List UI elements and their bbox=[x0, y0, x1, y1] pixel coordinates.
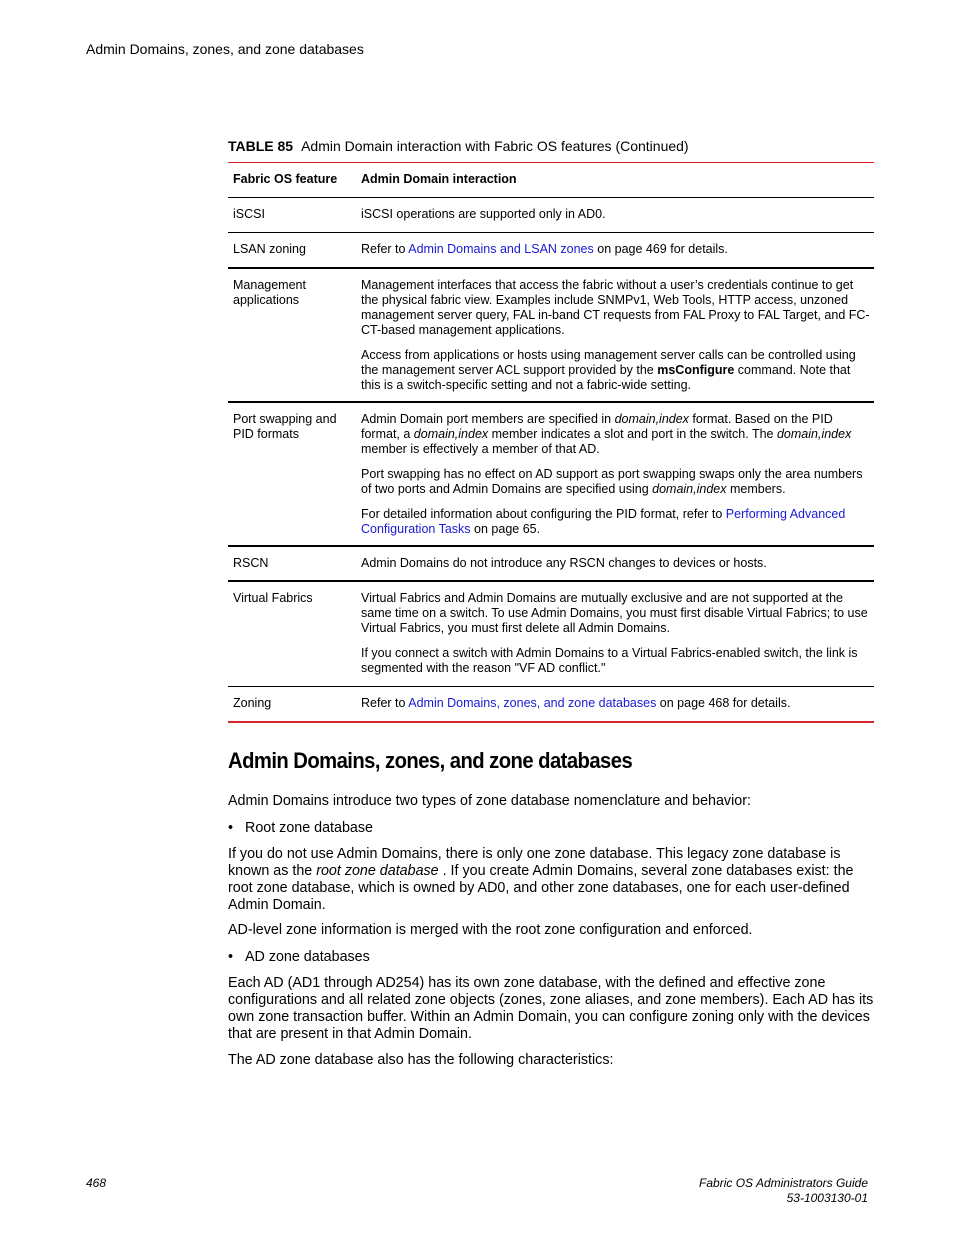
table-row-virtual-fabrics bbox=[228, 582, 874, 687]
text-span: member is effectively a member of that AD. bbox=[361, 442, 600, 456]
feature-cell: Port swapping and PID formats bbox=[233, 412, 337, 441]
footer-doc-info bbox=[699, 1176, 868, 1206]
section-heading: Admin Domains, zones, and zone databases bbox=[228, 748, 633, 773]
italic-term: domain,index bbox=[413, 427, 489, 441]
text-span: on page 65. bbox=[470, 522, 541, 536]
ad-level-paragraph: AD-level zone information is merged with the root zone configuration and enforced. bbox=[228, 922, 753, 938]
interaction-cell bbox=[361, 582, 873, 676]
port-para-2 bbox=[361, 467, 873, 497]
table-row-lsan bbox=[228, 233, 874, 269]
feature-table bbox=[228, 163, 874, 723]
text-span: command. Note that this is a switch-specific setting and not a fabric-wide setting. bbox=[361, 363, 851, 392]
text-span: Admin Domain port members are specified in bbox=[361, 412, 615, 426]
text-span: . If you create Admin Domains, several zone databases exist: the root zone database, which is owned by AD0, and other zone databases, one for each user-defined Admin Domain. bbox=[228, 863, 854, 913]
bullet-ad-zone bbox=[228, 949, 874, 966]
italic-term: domain,index bbox=[652, 482, 727, 496]
text-span: If you do not use Admin Domains, there is only one zone database. This legacy zone database is known as the bbox=[228, 846, 841, 879]
table-title: Admin Domain interaction with Fabric OS features (Continued) bbox=[301, 138, 689, 154]
zone-databases-link[interactable]: Admin Domains, zones, and zone databases bbox=[408, 696, 657, 710]
text-span: Refer to bbox=[361, 242, 409, 256]
feature-cell: LSAN zoning bbox=[233, 242, 306, 256]
interaction-cell bbox=[361, 233, 873, 257]
running-header: Admin Domains, zones, and zone databases bbox=[86, 41, 364, 57]
bullet-marker: • bbox=[228, 820, 234, 836]
bullet-root-zone bbox=[228, 820, 874, 837]
feature-cell: Virtual Fabrics bbox=[233, 591, 313, 605]
table-row-zoning bbox=[228, 687, 874, 723]
interaction-cell: Admin Domains do not introduce any RSCN changes to devices or hosts. bbox=[361, 556, 767, 570]
feature-cell: Management applications bbox=[233, 278, 306, 307]
bullet-marker: • bbox=[228, 949, 234, 965]
feature-cell: Zoning bbox=[233, 696, 272, 710]
ad-zone-paragraph: Each AD (AD1 through AD254) has its own zone database, with the defined and effective zone configurations and all related zone objects (zones, zone aliases, and zone members). Each AD has its own zone transaction buffer. Within an Admin Domain, you can configure zoning only with the devices that are present in that Admin Domain. bbox=[228, 975, 874, 1042]
table-number: TABLE 85 bbox=[228, 138, 294, 154]
vf-para-1: Virtual Fabrics and Admin Domains are mutually exclusive and are not supported at the same time on a switch. To use Admin Domains, you must first disable Virtual Fabrics; to use Virtual Fabrics, you must first delete all Admin Domains. bbox=[361, 591, 868, 635]
root-zone-paragraph bbox=[228, 846, 874, 914]
col-header-feature: Fabric OS feature bbox=[233, 172, 338, 186]
italic-term: domain,index bbox=[614, 412, 689, 426]
table-caption bbox=[228, 138, 689, 154]
text-span: format. Based on the PID format, a bbox=[361, 412, 833, 441]
interaction-cell bbox=[361, 687, 873, 711]
port-para-3 bbox=[361, 507, 873, 537]
text-span: Refer to bbox=[361, 696, 409, 710]
vf-para-2: If you connect a switch with Admin Domains to a Virtual Fabrics-enabled switch, the link is segmented with the reason "VF AD conflict." bbox=[361, 646, 858, 675]
table-row-port-swapping bbox=[228, 403, 874, 547]
intro-paragraph: Admin Domains introduce two types of zone database nomenclature and behavior: bbox=[228, 793, 751, 809]
mgmt-para-2 bbox=[361, 348, 873, 393]
text-span: on page 469 for details. bbox=[593, 242, 728, 256]
interaction-cell bbox=[361, 403, 873, 537]
feature-cell: iSCSI bbox=[233, 207, 265, 221]
interaction-cell: iSCSI operations are supported only in AD0. bbox=[361, 207, 606, 221]
bullet-text: AD zone databases bbox=[245, 949, 370, 965]
text-span: on page 468 for details. bbox=[656, 696, 791, 710]
doc-title: Fabric OS Administrators Guide bbox=[699, 1176, 868, 1190]
text-span: For detailed information about configuring the PID format, refer to bbox=[361, 507, 726, 521]
doc-number: 53-1003130-01 bbox=[786, 1191, 868, 1205]
command-name: msConfigure bbox=[657, 363, 735, 377]
mgmt-para-1: Management interfaces that access the fabric without a user’s credentials continue to get the physical fabric view. Examples include SNMPv1, Web Tools, HTTP access, unzoned management server query, FAL in-band CT requests from FAL Proxy to FAL Target, and FC-CT-based management applications. bbox=[361, 278, 870, 337]
table-row-iscsi bbox=[228, 198, 874, 233]
table-row-rscn bbox=[228, 547, 874, 582]
italic-term: root zone database bbox=[316, 863, 439, 879]
interaction-cell bbox=[361, 269, 873, 393]
text-span: Port swapping has no effect on AD support as port swapping swaps only the area numbers of two ports and Admin Domains are specified using bbox=[361, 467, 863, 496]
port-para-1 bbox=[361, 412, 873, 457]
col-header-interaction: Admin Domain interaction bbox=[361, 172, 517, 186]
page-number: 468 bbox=[86, 1176, 107, 1190]
text-span: members. bbox=[726, 482, 786, 496]
italic-term: domain,index bbox=[776, 427, 852, 441]
text-span: Access from applications or hosts using management server calls can be controlled using the management server ACL support provided by the bbox=[361, 348, 856, 377]
advanced-config-link[interactable]: Performing Advanced Configuration Tasks bbox=[361, 507, 846, 536]
table-row-management bbox=[228, 269, 874, 403]
bullet-text: Root zone database bbox=[245, 820, 373, 836]
table-header-row bbox=[228, 163, 874, 198]
characteristics-paragraph: The AD zone database also has the following characteristics: bbox=[228, 1052, 614, 1068]
feature-cell: RSCN bbox=[233, 556, 269, 570]
text-span: member indicates a slot and port in the switch. The bbox=[488, 427, 777, 441]
lsan-zones-link[interactable]: Admin Domains and LSAN zones bbox=[408, 242, 594, 256]
